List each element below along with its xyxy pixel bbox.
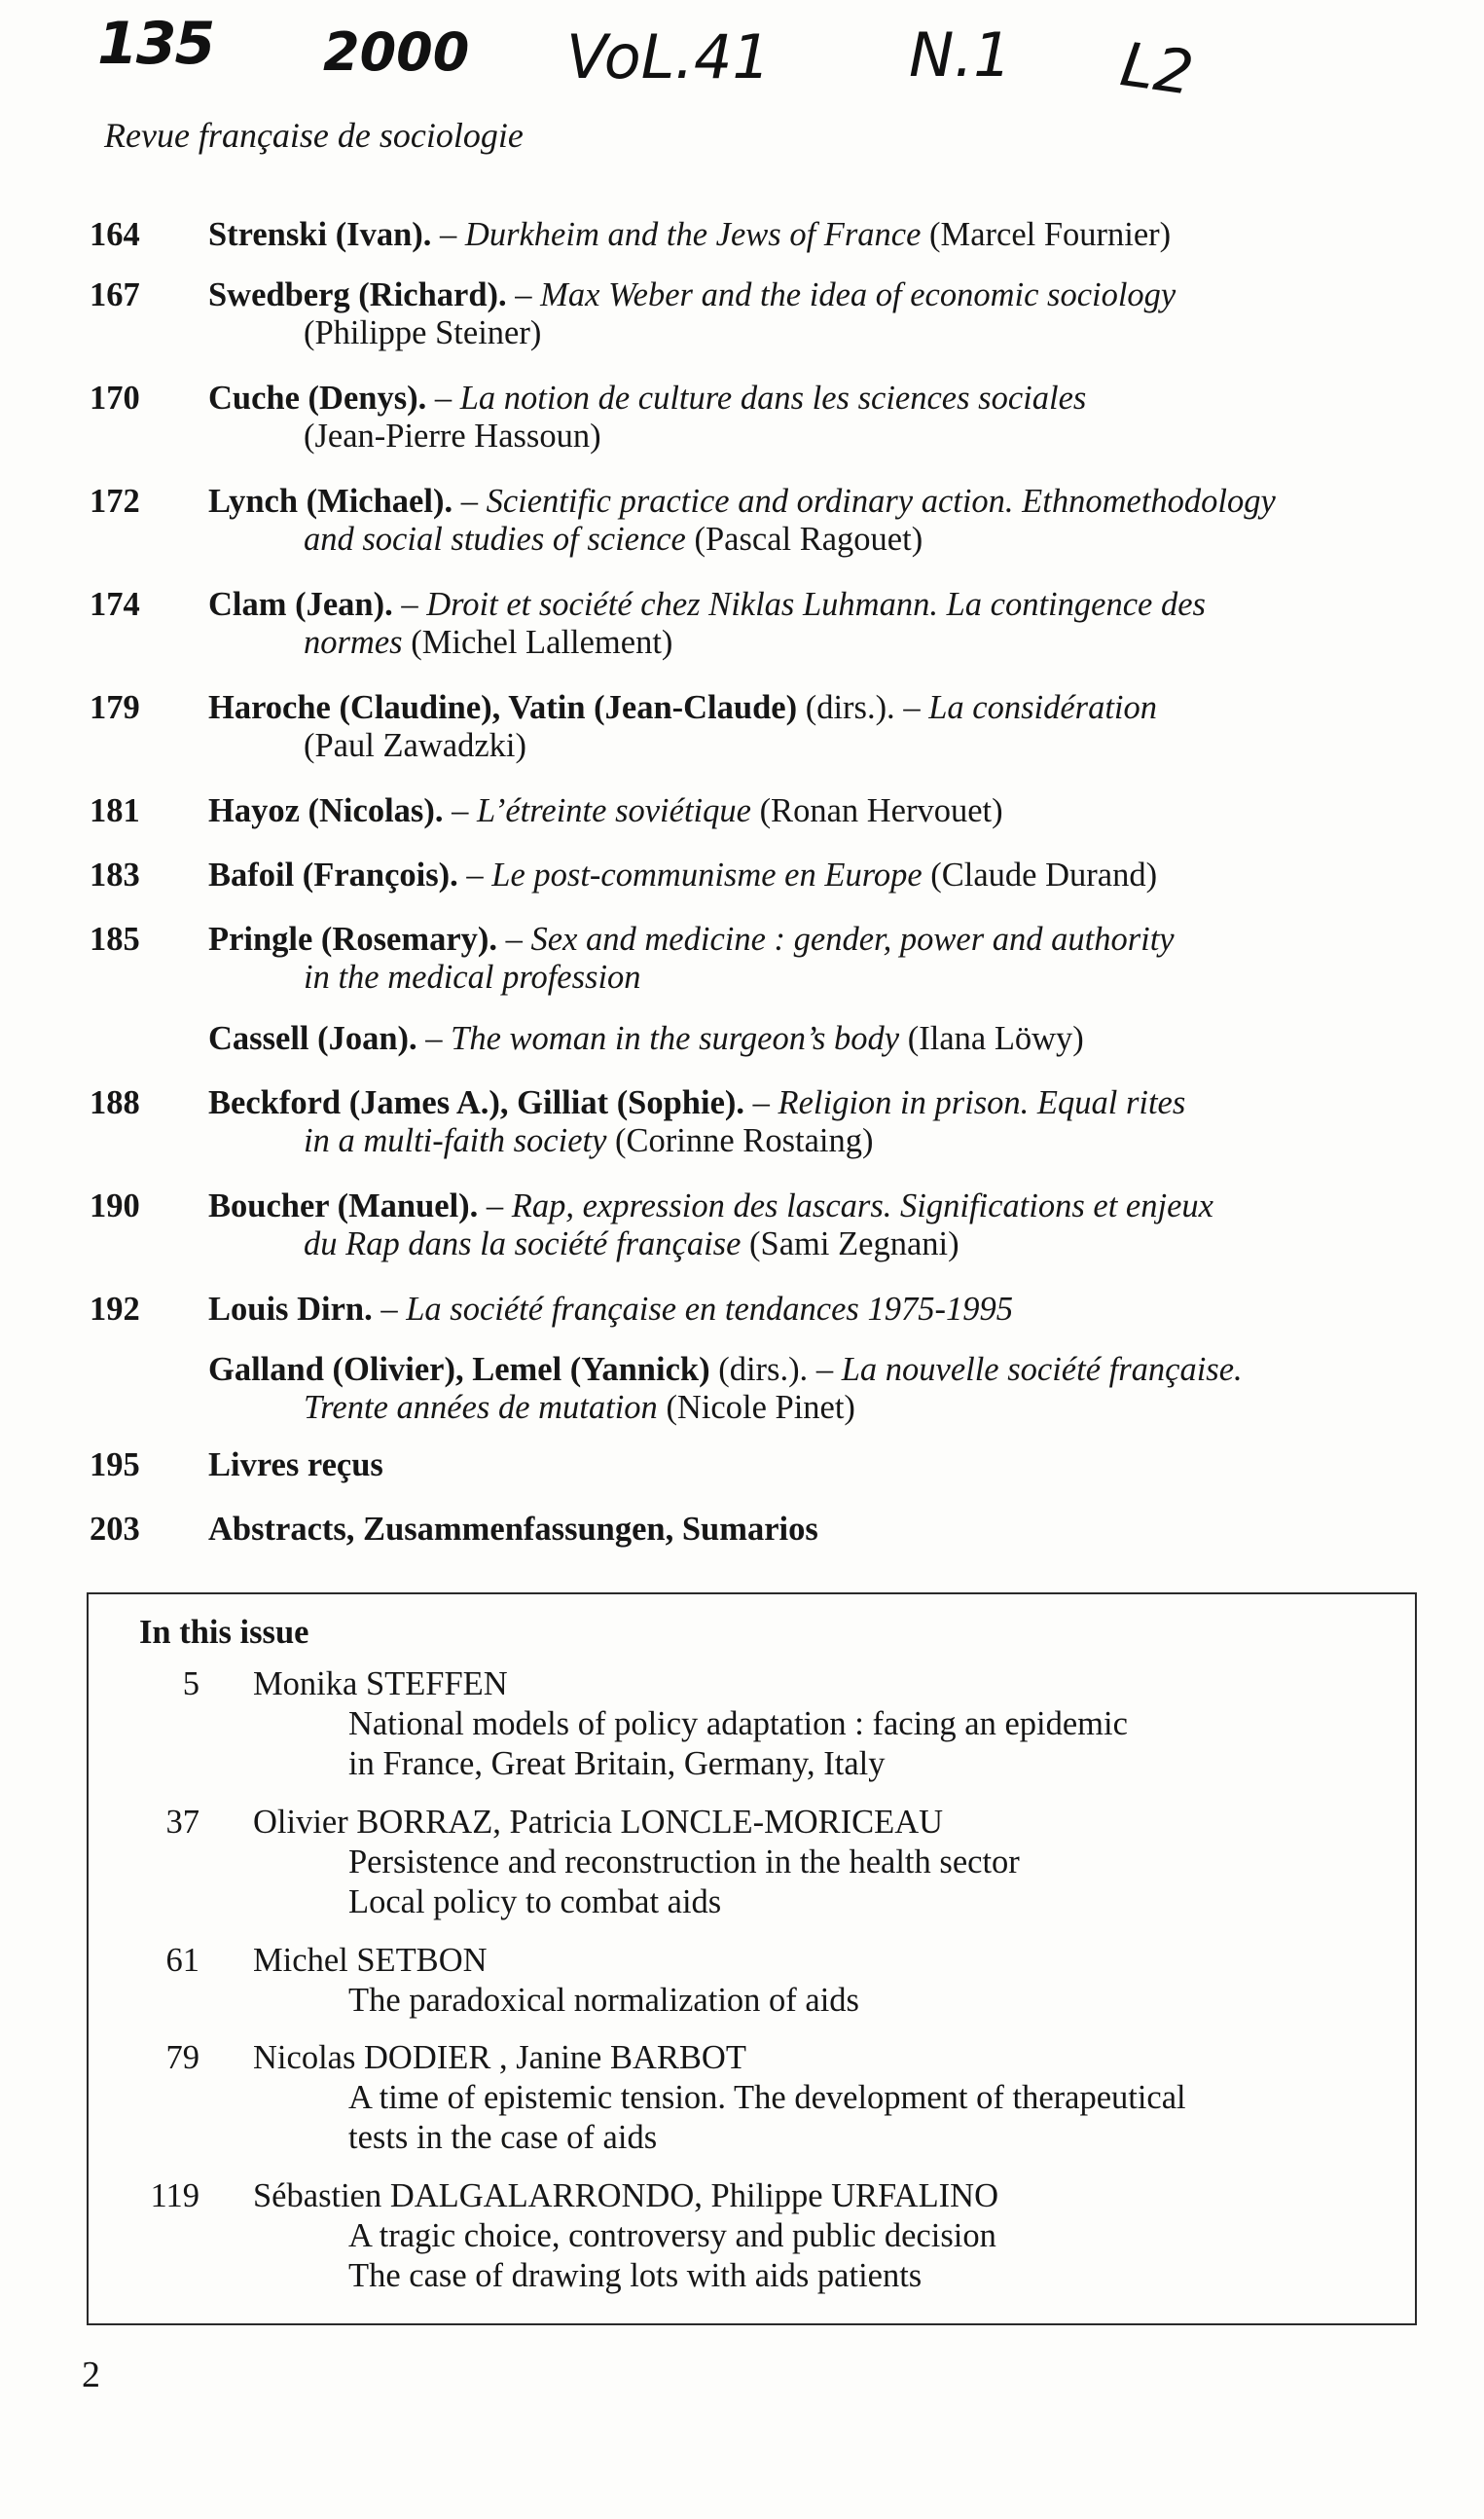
article-page-number: 61 [165, 1942, 199, 1979]
toc-separator: – [506, 276, 541, 313]
toc-page-number: 203 [90, 1511, 140, 1548]
toc-title: La nouvelle société française. [841, 1351, 1243, 1388]
toc-reviewer: (Pascal Ragouet) [685, 521, 923, 558]
toc-title: The woman in the surgeon’s body [451, 1020, 900, 1057]
article-title-line: The case of drawing lots with aids patients [348, 2257, 923, 2294]
toc-separator: – [744, 1084, 778, 1121]
toc-title: Le post-communisme en Europe [491, 857, 923, 894]
toc-page-number: 167 [90, 276, 140, 313]
toc-title: Scientific practice and ordinary action. Ethnomethodology [486, 483, 1276, 520]
article-title-line: Local policy to combat aids [348, 1883, 722, 1920]
toc-title: Sex and medicine : gender, power and authority [530, 921, 1175, 958]
toc-title-continued: in the medical profession [304, 959, 641, 996]
toc-separator: – [426, 380, 460, 417]
article-title-line: in France, Great Britain, Germany, Italy [348, 1745, 886, 1782]
toc-reviewer: (Jean-Pierre Hassoun) [304, 418, 601, 455]
toc-reviewer: (Sami Zegnani) [741, 1225, 959, 1262]
handwritten-number: 135 [97, 10, 214, 78]
toc-page-number: 164 [90, 216, 140, 253]
toc-author: Hayoz (Nicolas). [208, 792, 444, 829]
toc-separator: – [452, 483, 487, 520]
toc-separator: – [478, 1187, 512, 1224]
toc-line-2 [304, 1122, 873, 1159]
toc-title: L’étreinte soviétique [476, 792, 751, 829]
toc-author: Beckford (James A.), Gilliat (Sophie). [208, 1084, 745, 1121]
article-page-number: 79 [165, 2039, 199, 2076]
toc-editors-note: (dirs.). [709, 1351, 809, 1388]
toc-line [208, 1446, 383, 1483]
toc-title-continued: normes [304, 624, 403, 661]
article-authors: Sébastien DALGALARRONDO, Philippe URFALINO [253, 2177, 998, 2214]
toc-title-continued: and social studies of science [304, 521, 686, 558]
article-title-line: National models of policy adaptation : facing an epidemic [348, 1705, 1128, 1742]
toc-author: Lynch (Michael). [208, 483, 453, 520]
toc-author: Swedberg (Richard). [208, 276, 507, 313]
toc-line [208, 689, 1157, 726]
toc-page-number: 192 [90, 1291, 140, 1328]
toc-page-number: 170 [90, 380, 140, 417]
toc-line-2 [304, 624, 672, 661]
toc-line [208, 276, 1176, 313]
handwritten-year: 2000 [323, 21, 470, 83]
toc-author: Galland (Olivier), Lemel (Yannick) [208, 1351, 710, 1388]
toc-reviewer: (Marcel Fournier) [921, 216, 1172, 253]
toc-line [208, 586, 1206, 623]
toc-author: Cassell (Joan). [208, 1020, 417, 1057]
toc-separator: – [457, 857, 492, 894]
toc-separator: – [372, 1291, 407, 1328]
article-page-number: 37 [165, 1804, 199, 1841]
box-heading: In this issue [139, 1614, 309, 1651]
toc-editors-note: (dirs.). [797, 689, 895, 726]
toc-separator: – [416, 1020, 452, 1057]
toc-title-continued: Trente années de mutation [304, 1389, 658, 1426]
toc-line [208, 857, 1157, 894]
toc-line [208, 1020, 1084, 1057]
article-title-line: A time of epistemic tension. The development of therapeutical [348, 2079, 1186, 2116]
toc-author: Strenski (Ivan). [208, 216, 432, 253]
toc-reviewer: (Paul Zawadzki) [304, 727, 526, 764]
handwritten-annotation [0, 0, 1484, 117]
toc-separator: – [808, 1351, 842, 1388]
toc-line [208, 1351, 1243, 1388]
handwritten-issue: N.1 [909, 19, 1012, 91]
toc-separator: – [431, 216, 465, 253]
toc-line [208, 1291, 1013, 1328]
article-title-line: The paradoxical normalization of aids [348, 1982, 859, 2019]
toc-author: Haroche (Claudine), Vatin (Jean-Claude) [208, 689, 798, 726]
toc-page-number: 190 [90, 1187, 140, 1224]
toc-separator: – [497, 921, 531, 958]
toc-line [208, 483, 1276, 520]
toc-page-number: 195 [90, 1446, 140, 1483]
toc-page-number: 179 [90, 689, 140, 726]
toc-title: Droit et société chez Niklas Luhmann. La contingence des [426, 586, 1206, 623]
toc-line [208, 380, 1086, 417]
journal-title: Revue française de sociologie [104, 116, 524, 155]
toc-page-number: 188 [90, 1084, 140, 1121]
toc-page-number: 172 [90, 483, 140, 520]
article-title-line: Persistence and reconstruction in the health sector [348, 1844, 1020, 1880]
toc-author: Bafoil (François). [208, 857, 458, 894]
toc-reviewer: (Corinne Rostaing) [606, 1122, 874, 1159]
article-authors: Nicolas DODIER , Janine BARBOT [253, 2039, 746, 2076]
toc-separator: – [894, 689, 929, 726]
article-page-number: 119 [150, 2177, 199, 2214]
toc-separator: – [443, 792, 477, 829]
toc-title: La société française en tendances 1975-1995 [406, 1291, 1013, 1328]
toc-line [208, 921, 1175, 958]
toc-reviewer: (Ronan Hervouet) [750, 792, 1003, 829]
toc-section-title: Livres reçus [208, 1446, 383, 1483]
toc-page-number: 181 [90, 792, 140, 829]
toc-title: Religion in prison. Equal rites [778, 1084, 1186, 1121]
page-folio: 2 [82, 2355, 100, 2395]
toc-line [208, 792, 1003, 829]
toc-title: La notion de culture dans les sciences sociales [459, 380, 1087, 417]
toc-title: Rap, expression des lascars. Significations et enjeux [511, 1187, 1213, 1224]
toc-page-number: 185 [90, 921, 140, 958]
toc-title: La considération [928, 689, 1157, 726]
toc-page-number: 183 [90, 857, 140, 894]
article-page-number: 5 [182, 1665, 199, 1702]
article-authors: Michel SETBON [253, 1942, 488, 1979]
toc-author: Cuche (Denys). [208, 380, 427, 417]
toc-reviewer: (Philippe Steiner) [304, 314, 542, 351]
toc-reviewer: (Michel Lallement) [402, 624, 673, 661]
toc-author: Louis Dirn. [208, 1291, 373, 1328]
toc-title-continued: du Rap dans la société française [304, 1225, 742, 1262]
handwritten-mark: L2 [1116, 28, 1198, 109]
toc-separator: – [392, 586, 427, 623]
toc-title-continued: in a multi-faith society [304, 1122, 607, 1159]
toc-reviewer: (Ilana Löwy) [899, 1020, 1084, 1057]
toc-line-2 [304, 521, 923, 558]
toc-author: Boucher (Manuel). [208, 1187, 479, 1224]
toc-reviewer: (Claude Durand) [922, 857, 1158, 894]
article-authors: Monika STEFFEN [253, 1665, 508, 1702]
toc-line [208, 216, 1171, 253]
toc-line-2 [304, 1225, 959, 1262]
toc-line [208, 1511, 818, 1548]
toc-line-2 [304, 959, 641, 996]
handwritten-volume: VoL.41 [566, 21, 771, 92]
toc-reviewer: (Nicole Pinet) [657, 1389, 855, 1426]
toc-title: Max Weber and the idea of economic sociology [540, 276, 1176, 313]
toc-section-title: Abstracts, Zusammenfassungen, Sumarios [208, 1511, 818, 1548]
article-title-line: tests in the case of aids [348, 2119, 658, 2156]
toc-page-number: 174 [90, 586, 140, 623]
in-this-issue-box [87, 1592, 1417, 2325]
toc-line-2 [304, 1389, 855, 1426]
toc-author: Clam (Jean). [208, 586, 393, 623]
article-title-line: A tragic choice, controversy and public decision [348, 2217, 996, 2254]
toc-line [208, 1084, 1185, 1121]
article-authors: Olivier BORRAZ, Patricia LONCLE-MORICEAU [253, 1804, 944, 1841]
toc-title: Durkheim and the Jews of France [464, 216, 922, 253]
toc-line [208, 1187, 1213, 1224]
toc-author: Pringle (Rosemary). [208, 921, 497, 958]
